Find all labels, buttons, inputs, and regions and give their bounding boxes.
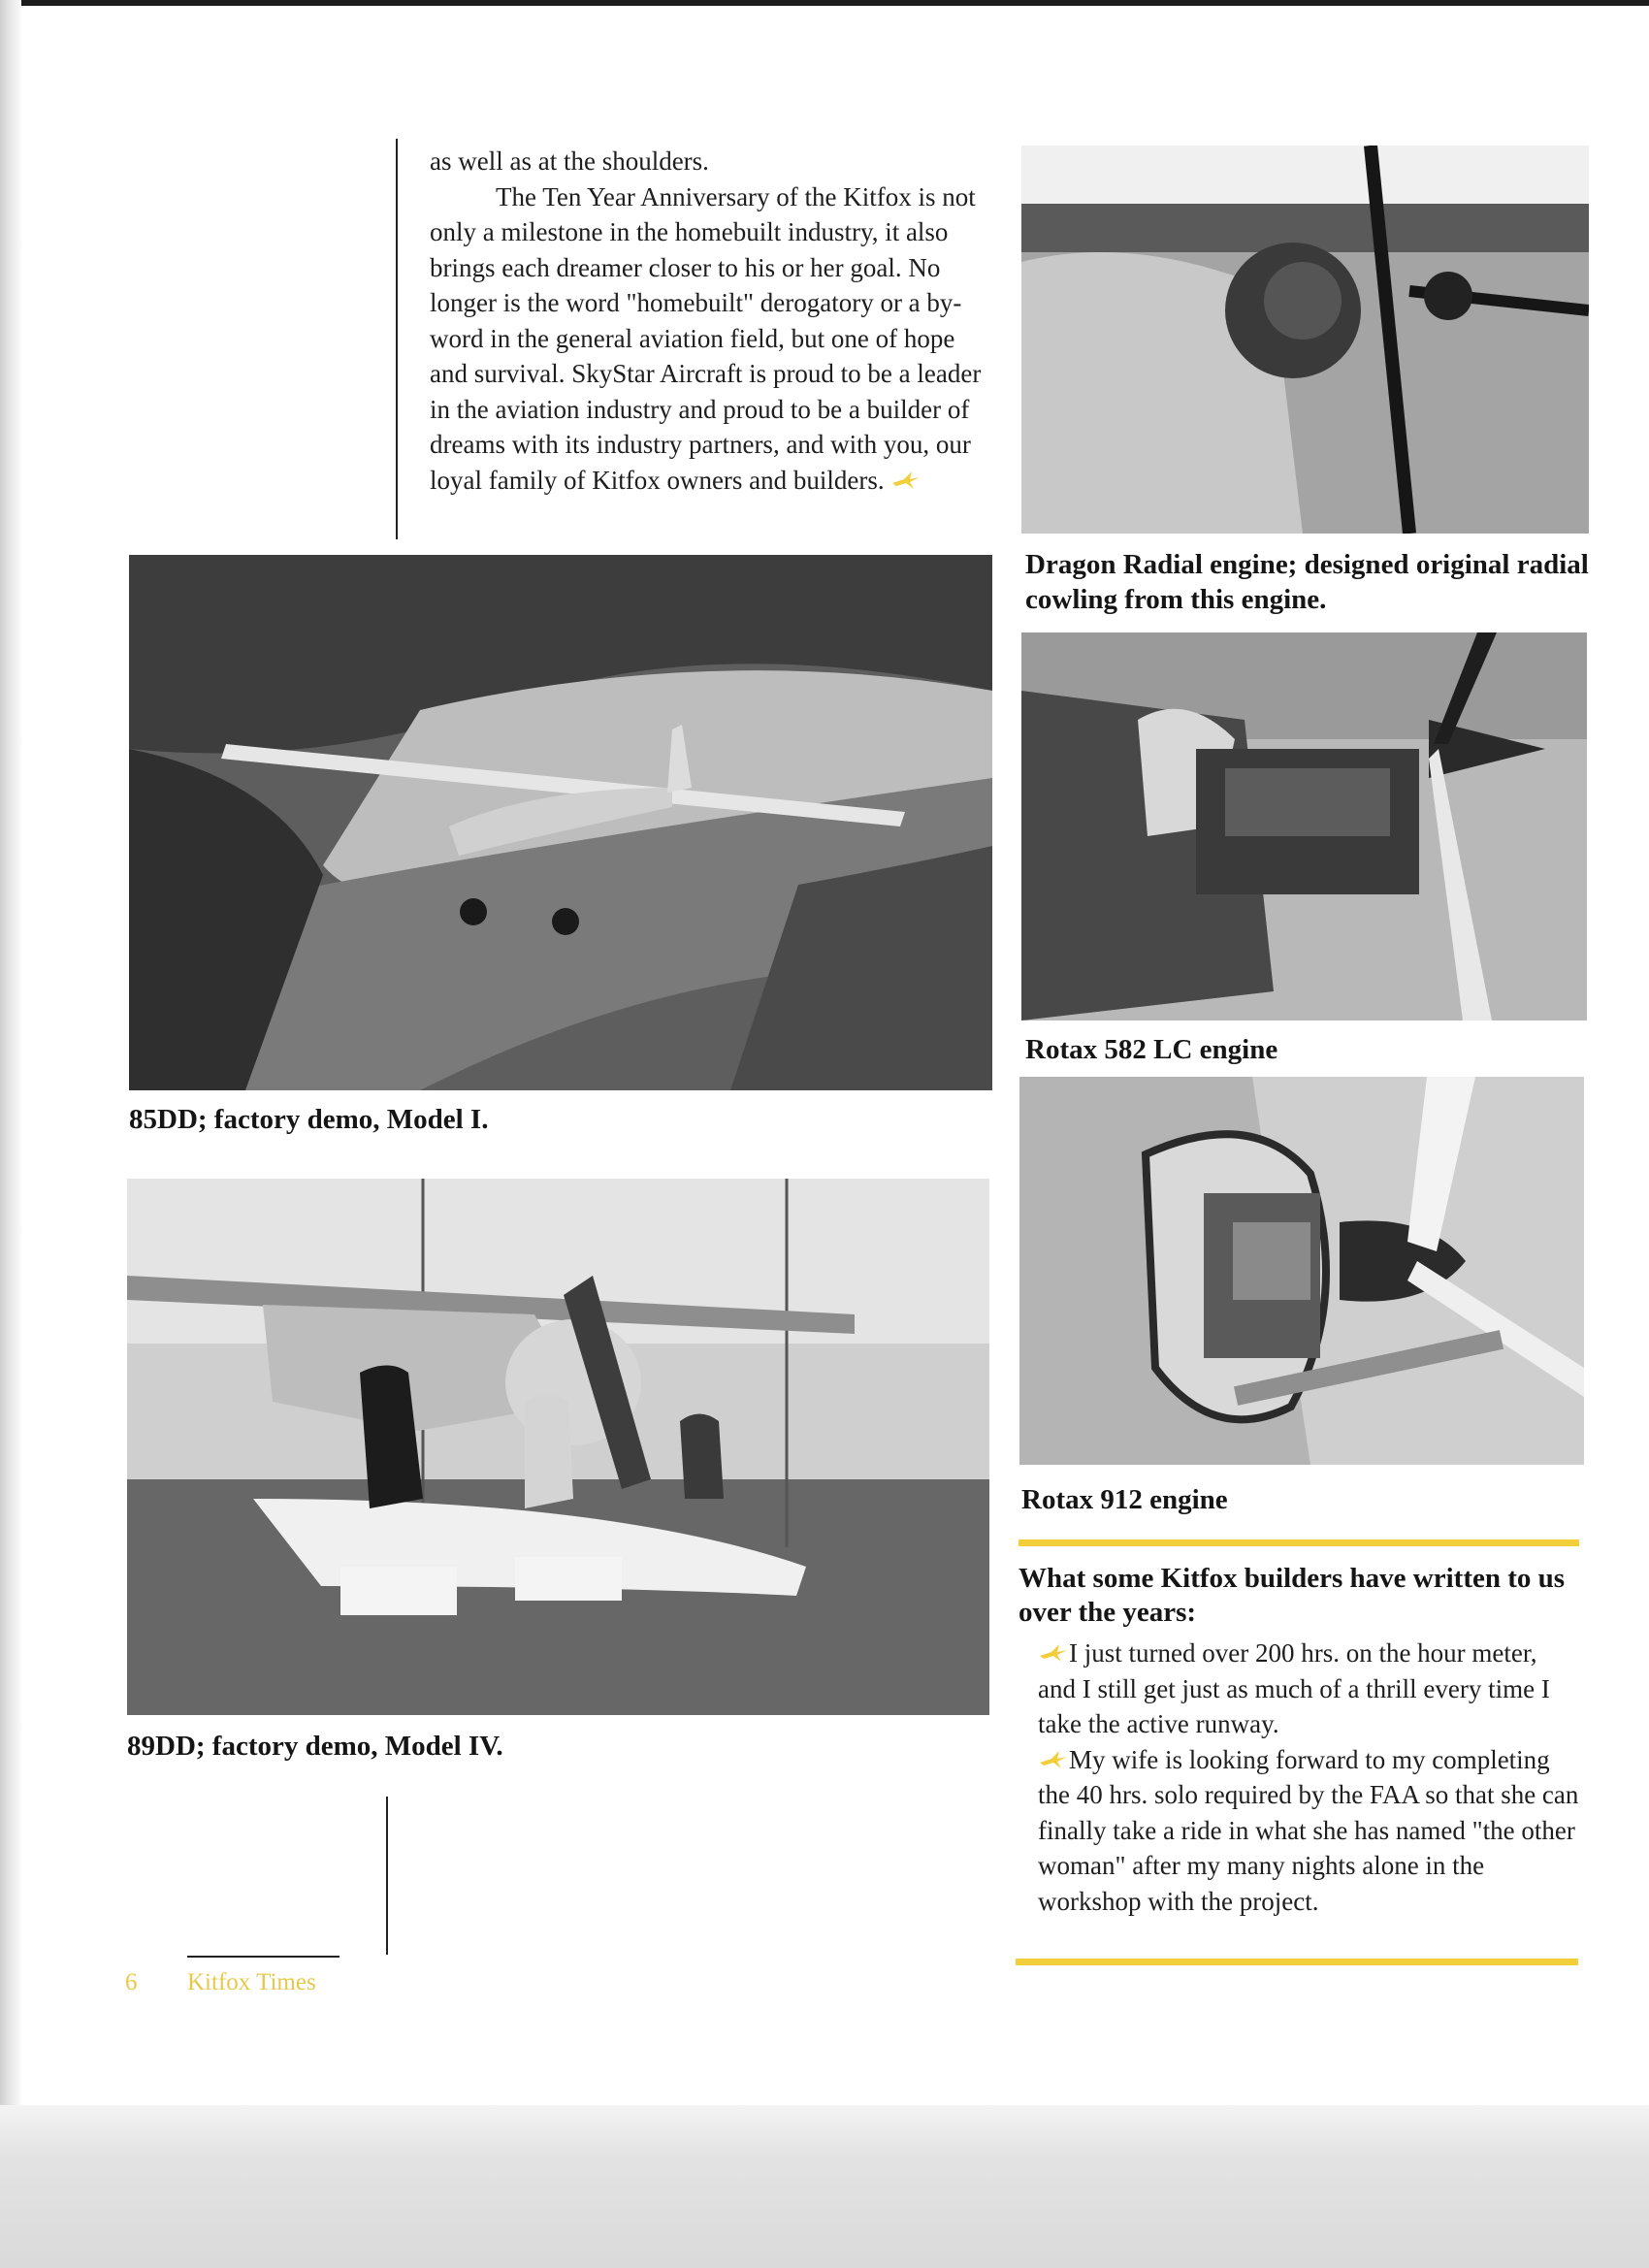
article-para-1: as well as at the shoulders. bbox=[430, 146, 709, 176]
page-number: 6 bbox=[125, 1969, 138, 1995]
accent-bar-bottom bbox=[1016, 1959, 1578, 1965]
caption-rotax-912: Rotax 912 engine bbox=[1021, 1484, 1228, 1515]
column-rule-top bbox=[396, 139, 398, 539]
accent-bar-top bbox=[1018, 1539, 1579, 1546]
photo-85dd-model-i bbox=[129, 555, 992, 1090]
kitfox-plane-icon bbox=[1038, 1749, 1069, 1770]
caption-rotax-582: Rotax 582 LC engine bbox=[1025, 1034, 1278, 1065]
photo-rotax-582-engine bbox=[1021, 632, 1587, 1021]
article-para-2 bbox=[430, 179, 997, 499]
photo-89dd-model-iv bbox=[127, 1179, 989, 1715]
article-para-2-text: The Ten Year Anniversary of the Kitfox is not only a milestone in the homebuilt industry, it also brings each dreamer closer to his or her goal. No longer is the word "homebuilt" derogatory or a by-word in the general aviation field, but one of hope and survival. SkyStar Aircraft is proud to be a leader in the aviation industry and proud to be a builder of dreams with its industry partners, and with you, our loyal family of Kitfox owners and builders. bbox=[430, 181, 982, 495]
testimonials-heading: What some Kitfox builders have written to us over the years: bbox=[1018, 1563, 1566, 1628]
kitfox-plane-icon bbox=[890, 470, 922, 491]
testimonial-1 bbox=[1018, 1636, 1581, 1742]
testimonial-2-text: My wife is looking forward to my completing the 40 hrs. solo required by the FAA so that she can finally take a ride in what she has named "the other woman" after my many nights alone in the workshop with the project. bbox=[1038, 1744, 1579, 1916]
photo-dragon-radial-engine bbox=[1021, 146, 1589, 534]
scan-top-edge bbox=[0, 0, 1649, 6]
kitfox-plane-icon bbox=[1038, 1642, 1069, 1664]
caption-dragon-radial: Dragon Radial engine; designed original radial cowling from this engine. bbox=[1025, 549, 1589, 615]
scan-bottom-edge bbox=[0, 2105, 1649, 2268]
testimonial-2 bbox=[1018, 1742, 1581, 1920]
caption-85dd: 85DD; factory demo, Model I. bbox=[129, 1104, 489, 1135]
footer-rule bbox=[187, 1956, 340, 1958]
publication-name: Kitfox Times bbox=[187, 1969, 316, 1995]
testimonial-1-text: I just turned over 200 hrs. on the hour meter, and I still get just as much of a thrill every time I take the active runway. bbox=[1038, 1638, 1550, 1738]
builder-testimonials bbox=[1018, 1562, 1581, 1919]
scan-left-edge bbox=[0, 0, 21, 2268]
column-rule-bottom bbox=[386, 1797, 388, 1955]
caption-89dd: 89DD; factory demo, Model IV. bbox=[127, 1731, 503, 1762]
article-body bbox=[430, 144, 997, 498]
photo-rotax-912-engine bbox=[1019, 1077, 1584, 1465]
